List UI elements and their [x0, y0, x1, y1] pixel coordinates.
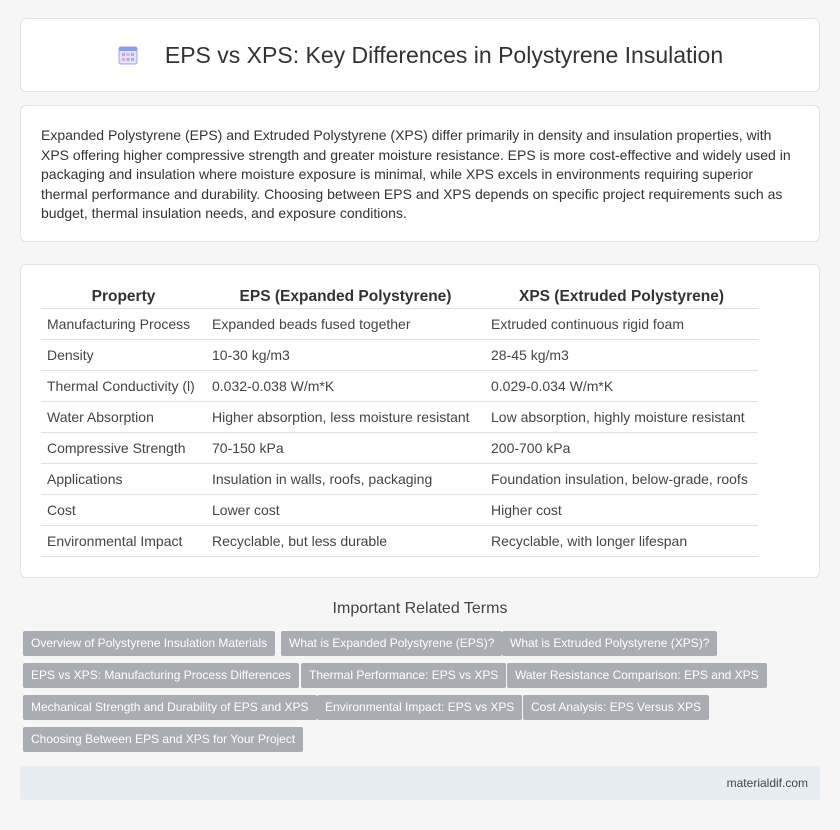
table-row	[41, 433, 758, 464]
table-cell: 70-150 kPa	[206, 433, 485, 464]
calendar-icon	[117, 44, 139, 66]
table-row	[41, 340, 758, 371]
table-cell: 28-45 kg/m3	[485, 340, 758, 371]
table-cell: Higher absorption, less moisture resistant	[206, 402, 485, 433]
comparison-table	[41, 285, 758, 557]
related-tag-cost[interactable]: Cost Analysis: EPS Versus XPS	[523, 695, 709, 720]
table-header-row	[41, 285, 758, 309]
page-title: EPS vs XPS: Key Differences in Polystyrene Insulation	[164, 41, 724, 68]
table-cell: Recyclable, but less durable	[206, 526, 485, 557]
header-xps: XPS (Extruded Polystyrene)	[485, 285, 758, 309]
header-property: Property	[41, 285, 206, 309]
related-tag-mechanical[interactable]: Mechanical Strength and Durability of EPS and XPS	[23, 695, 317, 720]
comparison-card	[20, 264, 820, 578]
related-tag-choosing[interactable]: Choosing Between EPS and XPS for Your Project	[23, 727, 303, 752]
table-cell: Foundation insulation, below-grade, roofs	[485, 464, 758, 495]
table-cell: Applications	[41, 464, 206, 495]
table-row	[41, 464, 758, 495]
related-terms-title: Important Related Terms	[332, 600, 508, 617]
table-cell: Compressive Strength	[41, 433, 206, 464]
table-cell: Thermal Conductivity (l)	[41, 371, 206, 402]
table-cell: Low absorption, highly moisture resistant	[485, 402, 758, 433]
table-cell: 200-700 kPa	[485, 433, 758, 464]
table-row	[41, 309, 758, 340]
related-tag-thermal[interactable]: Thermal Performance: EPS vs XPS	[301, 663, 506, 688]
header-eps: EPS (Expanded Polystyrene)	[206, 285, 485, 309]
footer	[20, 766, 820, 800]
related-tag-what-is-xps[interactable]: What is Extruded Polystyrene (XPS)?	[502, 631, 717, 656]
related-tag-water[interactable]: Water Resistance Comparison: EPS and XPS	[507, 663, 767, 688]
table-cell: Cost	[41, 495, 206, 526]
table-cell: 10-30 kg/m3	[206, 340, 485, 371]
table-cell: Water Absorption	[41, 402, 206, 433]
table-cell: Expanded beads fused together	[206, 309, 485, 340]
table-cell: Manufacturing Process	[41, 309, 206, 340]
footer-site-link[interactable]: materialdif.com	[726, 776, 808, 790]
table-cell: Recyclable, with longer lifespan	[485, 526, 758, 557]
table-cell: 0.029-0.034 W/m*K	[485, 371, 758, 402]
table-cell: Environmental Impact	[41, 526, 206, 557]
table-row	[41, 526, 758, 557]
table-row	[41, 495, 758, 526]
related-tag-overview[interactable]: Overview of Polystyrene Insulation Materials	[23, 631, 275, 656]
table-cell: Higher cost	[485, 495, 758, 526]
intro-card	[20, 105, 820, 242]
table-row	[41, 402, 758, 433]
table-cell: Density	[41, 340, 206, 371]
table-cell: Extruded continuous rigid foam	[485, 309, 758, 340]
related-tag-environmental[interactable]: Environmental Impact: EPS vs XPS	[317, 695, 522, 720]
table-row	[41, 371, 758, 402]
intro-paragraph: Expanded Polystyrene (EPS) and Extruded Polystyrene (XPS) differ primarily in density and insulation properties, with XPS offering higher compressive strength and greater moisture resistance. EPS is more cost-effective and widely used in packaging and insulation where moisture exposure is minimal, while XPS excels in environments requiring superior thermal performance and durability. Choosing between EPS and XPS depends on specific project requirements such as budget, thermal insulation needs, and exposure conditions.	[41, 127, 791, 221]
title-card	[20, 18, 820, 92]
table-cell: 0.032-0.038 W/m*K	[206, 371, 485, 402]
related-tag-what-is-eps[interactable]: What is Expanded Polystyrene (EPS)?	[281, 631, 502, 656]
table-cell: Insulation in walls, roofs, packaging	[206, 464, 485, 495]
table-cell: Lower cost	[206, 495, 485, 526]
related-tag-manufacturing[interactable]: EPS vs XPS: Manufacturing Process Differences	[23, 663, 299, 688]
